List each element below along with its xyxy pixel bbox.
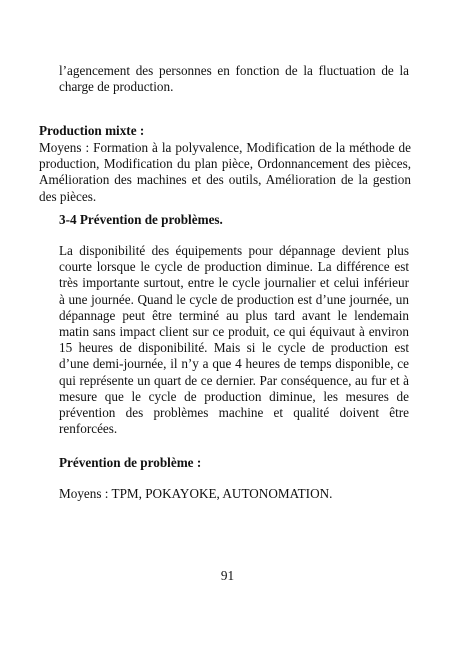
production-mixte-body: Moyens : Formation à la polyvalence, Modification de la méthode de production, Modification du plan pièce, Ordonnancement des pièces, Amélioration des machines et des outils, Amélioration de la gestion des pièces. <box>39 140 411 204</box>
prevention-probleme-body: Moyens : TPM, POKAYOKE, AUTONOMATION. <box>59 486 333 501</box>
intro-paragraph: l’agencement des personnes en fonction de la fluctuation de la charge de production. <box>59 63 409 95</box>
production-mixte-heading: Production mixte : <box>39 123 145 138</box>
page-number: 91 <box>220 568 235 583</box>
section-body: La disponibilité des équipements pour dépannage devient plus courte lorsque le cycle de production diminue. La différence est très importante surtout, entre le cycle journalier et celui inférieur à une journée. Quand le cycle de production est d’une journée, un dépannage peut être terminé au plus tard avant le lendemain matin sans impact client sur ce produit, ce qui équivaut à environ 15 heures de disponibilité. Mais si le cycle de production est d’une demi-journée, il n’y a que 4 heures de temps disponible, ce qui représente un quart de ce dernier. Par conséquence, au fur et à mesure que le cycle de production diminue, les mesures de prévention des problèmes machine et qualité doivent être renforcées. <box>59 243 409 437</box>
section-heading: 3-4 Prévention de problèmes. <box>59 212 223 227</box>
prevention-probleme-heading: Prévention de problème : <box>59 455 202 470</box>
